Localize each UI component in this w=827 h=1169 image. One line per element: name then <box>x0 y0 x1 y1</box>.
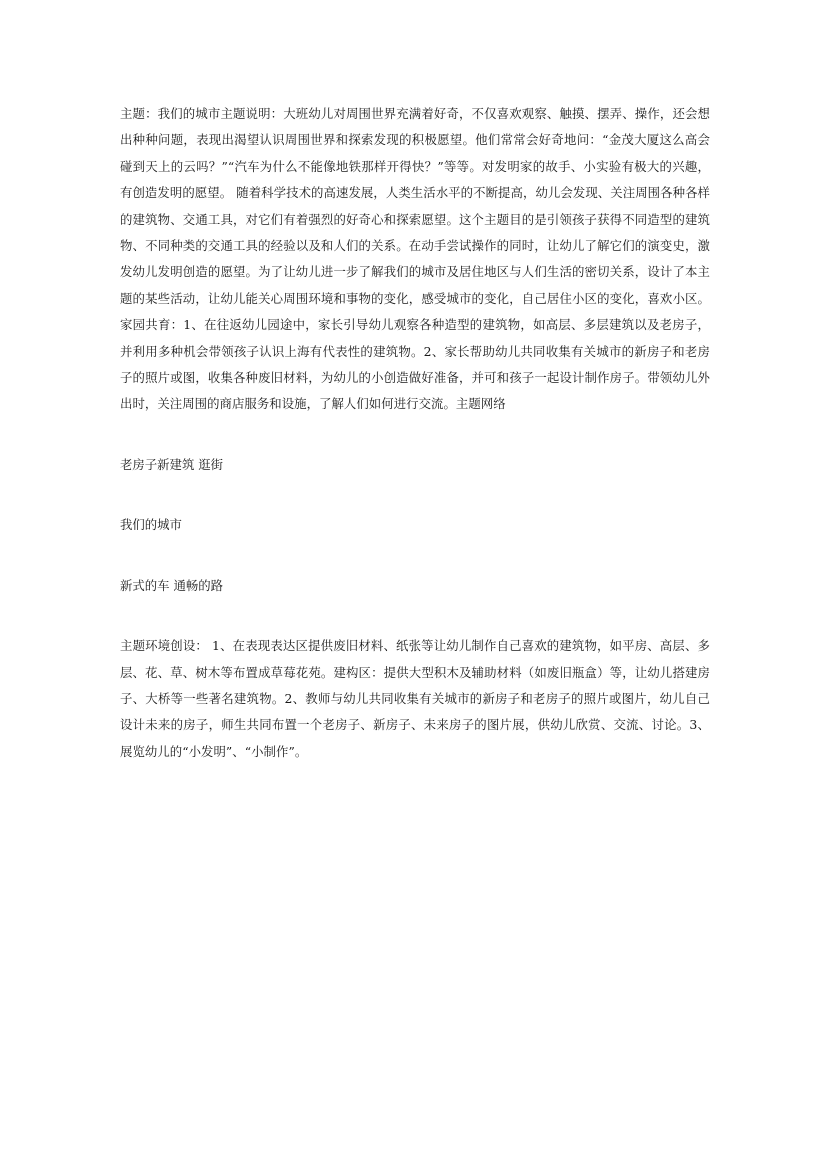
spacer <box>120 418 710 452</box>
document-page <box>120 101 710 765</box>
network-line-2: 我们的城市 <box>120 517 182 533</box>
spacer <box>120 478 710 512</box>
spacer <box>120 599 710 633</box>
network-line-3: 新式的车 通畅的路 <box>120 577 224 593</box>
network-line-1: 老房子新建筑 逛街 <box>120 456 224 472</box>
environment-paragraph: 主题环境创设： 1、在表现表达区提供废旧材料、纸张等让幼儿制作自己喜欢的建筑物，如平房、高层、多层、花、草、树木等布置成草莓花苑。建构区：提供大型积木及辅助材料（如废旧瓶盒）等，让幼儿搭建房子、大桥等一些著名建筑物。2、教师与幼儿共同收集有关城市的新房子和老房子的照片或图片，幼儿自己设计未来的房子，师生共同布置一个老房子、新房子、未来房子的图片展，供幼儿欣赏、交流、讨论。3、展览幼儿的“小发明”、“小制作”。 <box>120 638 710 759</box>
intro-paragraph: 主题：我们的城市主题说明：大班幼儿对周围世界充满着好奇，不仅喜欢观察、触摸、摆弄、操作，还会想出种种问题，表现出渴望认识周围世界和探索发现的积极愿望。他们常常会好奇地问：“金茂大厦这么高会碰到天上的云吗？”“汽车为什么不能像地铁那样开得快？”等等。对发明家的故手、小实验有极大的兴趣，有创造发明的愿望。 随着科学技术的高速发展，人类生活水平的不断提高，幼儿会发现、关注周围各种各样的建筑物、交通工具，对它们有着强烈的好奇心和探索愿望。这个主题目的是引领孩子获得不同造型的建筑物、不同种类的交通工具的经验以及和人们的关系。在动手尝试操作的同时，让幼儿了解它们的演变史，激发幼儿发明创造的愿望。为了让幼儿进一步了解我们的城市及居住地区与人们生活的密切关系，设计了本主题的某些活动，让幼儿能关心周围环境和事物的变化，感受城市的变化，自己居住小区的变化，喜欢小区。家园共育：1、在往返幼儿园途中，家长引导幼儿观察各种造型的建筑物，如高层、多层建筑以及老房子，并利用多种机会带领孩子认识上海有代表性的建筑物。2、家长帮助幼儿共同收集有关城市的新房子和老房子的照片或图，收集各种废旧材料，为幼儿的小创造做好准备，并可和孩子一起设计制作房子。带领幼儿外出时，关注周围的商店服务和设施，了解人们如何进行交流。主题网络 <box>120 106 710 412</box>
spacer <box>120 539 710 573</box>
